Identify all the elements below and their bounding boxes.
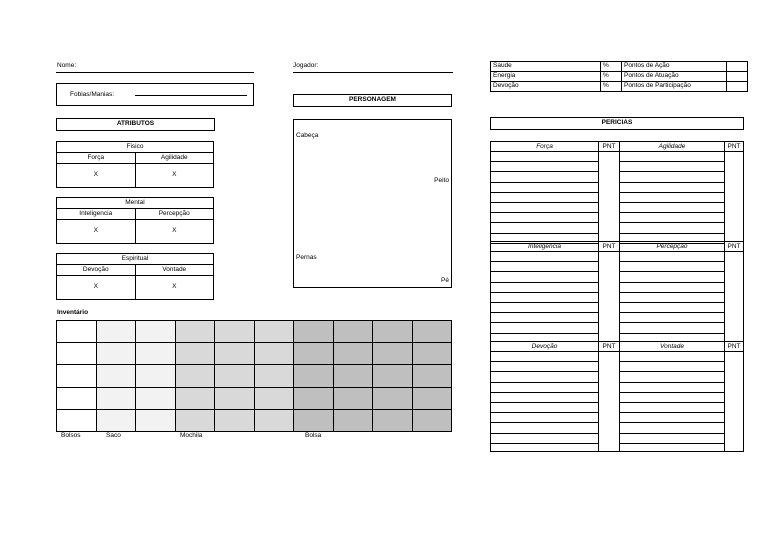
pericia-skill-column bbox=[619, 341, 724, 452]
status-unit: % bbox=[601, 62, 622, 72]
attr-label: Inteligencia bbox=[79, 209, 113, 217]
pericia-entry-row[interactable] bbox=[620, 402, 724, 412]
inventory-slot[interactable] bbox=[57, 321, 97, 343]
pericia-pnt-column bbox=[598, 241, 619, 342]
inventory-slot[interactable] bbox=[57, 410, 97, 432]
status-row bbox=[491, 62, 748, 72]
pnt-value-area[interactable] bbox=[599, 151, 619, 253]
pericia-header: Inteligencia bbox=[528, 243, 561, 250]
status-row bbox=[491, 82, 748, 92]
pericia-entry-row[interactable] bbox=[620, 382, 724, 392]
status-points-label: Pontos de Participação bbox=[622, 82, 727, 92]
pnt-value-area[interactable] bbox=[725, 251, 743, 343]
pericia-entry-row[interactable] bbox=[491, 192, 598, 202]
inventory-slot[interactable] bbox=[255, 410, 295, 432]
pericia-entry-row[interactable] bbox=[491, 261, 598, 271]
inventory-slot[interactable] bbox=[215, 321, 255, 343]
pericia-entry-row[interactable] bbox=[620, 412, 724, 422]
pericia-header: Percepção bbox=[656, 243, 688, 250]
inventory-slot[interactable] bbox=[57, 365, 97, 387]
personagem-body-area[interactable] bbox=[293, 119, 452, 288]
fobias-line bbox=[135, 95, 247, 96]
pericia-entry-row[interactable] bbox=[491, 402, 598, 412]
inventory-slot[interactable] bbox=[334, 388, 374, 410]
pnt-header: PNT bbox=[602, 243, 616, 250]
inventory-slot[interactable] bbox=[57, 388, 97, 410]
inventory-slot[interactable] bbox=[294, 410, 334, 432]
inventory-slot[interactable] bbox=[215, 410, 255, 432]
inventory-slot[interactable] bbox=[97, 365, 137, 387]
pericia-entry-row[interactable] bbox=[491, 251, 598, 261]
pericia-entry-row[interactable] bbox=[491, 282, 598, 292]
attr-value[interactable]: X bbox=[93, 283, 98, 291]
pnt-value-area[interactable] bbox=[725, 151, 743, 253]
attr-label: Percepção bbox=[135, 209, 214, 219]
status-table bbox=[490, 61, 748, 92]
inventory-slot[interactable] bbox=[57, 343, 97, 365]
inventory-slot[interactable] bbox=[294, 321, 334, 343]
inventory-slot[interactable] bbox=[294, 365, 334, 387]
pericia-pnt-column bbox=[724, 241, 744, 342]
inventory-slot[interactable] bbox=[136, 410, 176, 432]
pericia-entry-row[interactable] bbox=[491, 433, 598, 443]
pericias-title: PERICIAS bbox=[601, 119, 633, 127]
status-label: Saude bbox=[491, 62, 601, 72]
pericia-skill-column bbox=[619, 141, 724, 252]
inventory-slot[interactable] bbox=[373, 365, 413, 387]
pericia-entry-row[interactable] bbox=[620, 261, 724, 271]
inventory-slot[interactable] bbox=[176, 343, 216, 365]
inv-label-bolsa: Bolsa bbox=[305, 432, 322, 439]
inventory-slot[interactable] bbox=[136, 388, 176, 410]
status-unit: % bbox=[601, 82, 622, 92]
pericia-entry-row[interactable] bbox=[620, 351, 724, 361]
pericia-entry-row[interactable] bbox=[620, 433, 724, 443]
pericia-entry-row[interactable] bbox=[620, 161, 724, 171]
pericia-entry-row[interactable] bbox=[491, 443, 598, 453]
pericia-entry-row[interactable] bbox=[620, 202, 724, 212]
pericia-entry-row[interactable] bbox=[620, 302, 724, 312]
inventory-slot[interactable] bbox=[136, 365, 176, 387]
inv-label-mochila: Mochila bbox=[180, 432, 203, 439]
status-value[interactable] bbox=[727, 72, 748, 82]
pericia-entry-row[interactable] bbox=[491, 182, 598, 192]
pericia-entry-row[interactable] bbox=[620, 312, 724, 322]
attr-label: Agilidade bbox=[135, 153, 214, 163]
inventory-slot[interactable] bbox=[97, 343, 137, 365]
pericia-entry-row[interactable] bbox=[491, 361, 598, 371]
status-label: Devoção bbox=[491, 82, 601, 92]
status-points-label: Pontos de Ação bbox=[622, 62, 727, 72]
inventario-grid bbox=[56, 320, 452, 432]
pericia-entry-row[interactable] bbox=[491, 161, 598, 171]
pericia-pnt-column bbox=[598, 341, 619, 452]
inventory-slot[interactable] bbox=[373, 410, 413, 432]
inventory-slot[interactable] bbox=[413, 388, 453, 410]
attr-group-name: Espiritual bbox=[121, 254, 149, 262]
inventory-slot[interactable] bbox=[97, 321, 137, 343]
pericia-entry-row[interactable] bbox=[491, 351, 598, 361]
pnt-header: PNT bbox=[727, 343, 741, 350]
pericia-entry-row[interactable] bbox=[491, 382, 598, 392]
pericia-entry-row[interactable] bbox=[620, 192, 724, 202]
cabeca-label: Cabeça bbox=[296, 132, 319, 139]
inventory-slot[interactable] bbox=[255, 388, 295, 410]
fobias-label: Fobias/Manias: bbox=[70, 91, 115, 98]
pericia-skill-column bbox=[490, 341, 598, 452]
inventory-slot[interactable] bbox=[334, 365, 374, 387]
pericia-pnt-column bbox=[724, 341, 744, 452]
attr-group-espiritual bbox=[56, 253, 214, 300]
pericia-entry-row[interactable] bbox=[620, 361, 724, 371]
inventory-slot[interactable] bbox=[176, 321, 216, 343]
pericia-entry-row[interactable] bbox=[620, 171, 724, 181]
fobias-box[interactable] bbox=[56, 83, 254, 106]
inventory-slot[interactable] bbox=[136, 321, 176, 343]
pericia-entry-row[interactable] bbox=[620, 422, 724, 432]
inventory-slot[interactable] bbox=[334, 410, 374, 432]
attr-value[interactable]: X bbox=[93, 171, 98, 179]
pericia-pnt-column bbox=[724, 141, 744, 252]
inventory-slot[interactable] bbox=[255, 365, 295, 387]
inv-label-saco: Saco bbox=[106, 432, 121, 439]
attr-label: Vontade bbox=[135, 265, 214, 275]
pericia-entry-row[interactable] bbox=[620, 371, 724, 381]
pericia-entry-row[interactable] bbox=[620, 392, 724, 402]
jogador-label: Jogador: bbox=[293, 62, 319, 69]
status-row bbox=[491, 72, 748, 82]
pericia-entry-row[interactable] bbox=[491, 371, 598, 381]
pericia-entry-row[interactable] bbox=[620, 151, 724, 161]
pnt-value-area[interactable] bbox=[599, 351, 619, 453]
status-value[interactable] bbox=[727, 82, 748, 92]
pernas-label: Pernas bbox=[296, 254, 317, 261]
peito-label: Peito bbox=[434, 177, 449, 184]
atributos-title: ATRIBUTOS bbox=[116, 120, 155, 128]
inventory-slot[interactable] bbox=[97, 388, 137, 410]
inv-label-bolsos: Bolsos bbox=[61, 432, 81, 439]
pericia-entry-row[interactable] bbox=[620, 282, 724, 292]
personagem-title-box bbox=[293, 94, 452, 107]
pericia-entry-row[interactable] bbox=[620, 271, 724, 281]
attr-label: Força bbox=[87, 153, 105, 161]
inventory-slot[interactable] bbox=[176, 410, 216, 432]
attr-group-mental bbox=[56, 197, 214, 244]
pericia-skill-column bbox=[490, 141, 598, 252]
status-unit: % bbox=[601, 72, 622, 82]
pericia-header: Força bbox=[536, 143, 553, 150]
attr-value[interactable]: X bbox=[93, 227, 98, 235]
attr-value[interactable]: X bbox=[135, 220, 214, 243]
status-label: Energia bbox=[491, 72, 601, 82]
nome-label: Nome: bbox=[57, 62, 77, 69]
pnt-header: PNT bbox=[727, 243, 741, 250]
pericia-pnt-column bbox=[598, 141, 619, 252]
pericia-skill-column bbox=[490, 241, 598, 342]
inventory-slot[interactable] bbox=[334, 343, 374, 365]
inventory-slot[interactable] bbox=[215, 343, 255, 365]
pericia-skill-column bbox=[619, 241, 724, 342]
pericia-entry-row[interactable] bbox=[620, 182, 724, 192]
inventory-slot[interactable] bbox=[413, 343, 453, 365]
status-value[interactable] bbox=[727, 62, 748, 72]
pericia-entry-row[interactable] bbox=[491, 222, 598, 232]
pericia-entry-row[interactable] bbox=[491, 151, 598, 161]
pnt-header: PNT bbox=[602, 343, 616, 350]
pericias-title-box bbox=[490, 117, 744, 130]
pnt-value-area[interactable] bbox=[725, 351, 743, 453]
pericia-entry-row[interactable] bbox=[491, 312, 598, 322]
inventory-slot[interactable] bbox=[413, 410, 453, 432]
pericia-entry-row[interactable] bbox=[620, 322, 724, 332]
pericia-entry-row[interactable] bbox=[491, 392, 598, 402]
inventory-slot[interactable] bbox=[215, 388, 255, 410]
pericia-entry-row[interactable] bbox=[491, 412, 598, 422]
pericia-header: Agilidade bbox=[658, 143, 686, 150]
atributos-title-box bbox=[56, 118, 215, 131]
pericia-entry-row[interactable] bbox=[491, 322, 598, 332]
pericia-entry-row[interactable] bbox=[491, 302, 598, 312]
pericia-entry-row[interactable] bbox=[620, 222, 724, 232]
inventory-slot[interactable] bbox=[413, 321, 453, 343]
inventory-slot[interactable] bbox=[97, 410, 137, 432]
inventory-slot[interactable] bbox=[373, 388, 413, 410]
inventory-slot[interactable] bbox=[334, 321, 374, 343]
inventory-slot[interactable] bbox=[294, 343, 334, 365]
pe-label: Pé bbox=[441, 277, 449, 284]
pericia-entry-row[interactable] bbox=[491, 171, 598, 181]
pericia-entry-row[interactable] bbox=[491, 212, 598, 222]
pericia-entry-row[interactable] bbox=[491, 422, 598, 432]
pnt-value-area[interactable] bbox=[599, 251, 619, 343]
personagem-title: PERSONAGEM bbox=[349, 96, 396, 104]
inventory-slot[interactable] bbox=[176, 365, 216, 387]
pericia-entry-row[interactable] bbox=[620, 292, 724, 302]
inventory-slot[interactable] bbox=[176, 388, 216, 410]
inventory-slot[interactable] bbox=[255, 321, 295, 343]
inventory-slot[interactable] bbox=[136, 343, 176, 365]
status-points-label: Pontos de Atuação bbox=[622, 72, 727, 82]
inventory-slot[interactable] bbox=[215, 365, 255, 387]
pericia-header: Vontade bbox=[660, 343, 684, 350]
attr-label: Devoção bbox=[82, 265, 109, 273]
jogador-line[interactable] bbox=[293, 72, 453, 73]
attr-group-name: Fisico bbox=[126, 142, 144, 150]
attr-group-fisico bbox=[56, 141, 214, 188]
pericia-entry-row[interactable] bbox=[491, 202, 598, 212]
pericia-entry-row[interactable] bbox=[491, 271, 598, 281]
inventory-slot[interactable] bbox=[373, 343, 413, 365]
pnt-header: PNT bbox=[727, 143, 741, 150]
inventory-slot[interactable] bbox=[413, 365, 453, 387]
pnt-header: PNT bbox=[602, 143, 616, 150]
inventario-title: Inventário bbox=[57, 309, 89, 316]
pericia-entry-row[interactable] bbox=[620, 212, 724, 222]
pericia-entry-row[interactable] bbox=[620, 251, 724, 261]
inventory-slot[interactable] bbox=[255, 343, 295, 365]
pericia-entry-row[interactable] bbox=[491, 292, 598, 302]
inventory-slot[interactable] bbox=[373, 321, 413, 343]
pericia-header: Devoção bbox=[531, 343, 558, 350]
nome-line[interactable] bbox=[56, 72, 254, 73]
attr-group-name: Mental bbox=[125, 198, 145, 206]
inventory-slot[interactable] bbox=[294, 388, 334, 410]
pericia-entry-row[interactable] bbox=[620, 443, 724, 453]
attr-value[interactable]: X bbox=[135, 164, 214, 187]
attr-value[interactable]: X bbox=[135, 276, 214, 299]
